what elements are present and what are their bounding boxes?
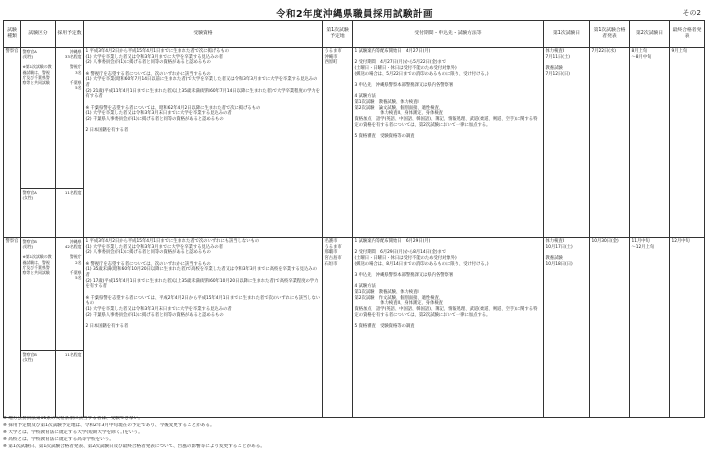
page-number: その2: [682, 9, 701, 17]
cell-saishu-happyo: 12月中旬: [670, 238, 705, 418]
cell-basho: うるま市 沖縄市 西原町: [323, 48, 353, 238]
cell-shikaku: 1 平成3年4月2日から平成15年4月1日までに生まれた者で次のいずれにも該当しないもの (1) 大学を卒業した者又は令和3年3月までに大学を卒業する見込みの者 (2) 人事委員会が(1)に掲げる者と同等の資格があると認めるもの ※ 警視庁を志望する者については、次のいずれかに該当するもの (1) 35歳未満(昭和60年10月20日以降に生まれた者)で高校を卒業した者又は令和3年3月までに高校を卒業する見込みの者 (2) 17歳(平成15年4月1日までに生まれた者)以上35歳未満(昭和60年10月20日以降に生まれた者)で高校卒業程度の学力を有する者 ※ 千葉県警を志望する者については、平成2年4月2日から平成15年4月1日までに生まれた者で次のいずれにも該当しないもの (1) 大学を卒業した者又は令和3年3月末日までに大学を卒業する見込みの者 (2) 千葉県人事委員会が(1)に掲げる者と同等の資格があると認めるもの 2 日本国籍を有する者: [84, 238, 323, 418]
footnote: ※ 採用予定数及び第1次試験予定地は、令和2年3月中旬現在の予定であり、今後変更することがある。: [3, 422, 215, 428]
cell-dai2ji-bi: 11月中旬 ～12月上旬: [630, 238, 670, 418]
cell-kubun: [21, 48, 56, 238]
kubun-male: 警察官B (男性) ※第1次試験の教養試験は、警視庁及び千葉県警察等と共同試験: [22, 239, 52, 275]
header-dai1ji-bi: 第1次試験日: [544, 21, 590, 48]
footnote: ※ 第1次試験日、第1次試験合格者発表、第2次試験日及び最終合格者発表について、台風の影響等により変更することがある。: [3, 443, 265, 449]
cell-basho: 名護市 うるま市 那覇市 宮古島市 石垣市: [323, 238, 353, 418]
cell-yotei: [56, 238, 84, 418]
cell-type: 警察官: [4, 238, 21, 418]
exam-plan-table: [3, 20, 705, 418]
header-row: [4, 21, 705, 48]
footnote: ※ 高校とは、学校教育法に規定する高等学校をいう。: [3, 436, 114, 442]
kubun-female: 警察官A (女性): [21, 188, 55, 201]
header-jukenshikaku: 受験資格: [84, 21, 323, 48]
cell-dai1ji-bi: 体力検査I 7月11日(土) 教養試験 7月12日(日): [544, 48, 590, 238]
cell-yotei: [56, 48, 84, 238]
cell-shikaku: 1 平成3年4月2日から平成15年4月1日までに生まれた者で次に掲げるもの (1) 大学を卒業した者又は令和3年3月までに大学を卒業する見込みの者 (2) 人事委員会が(1)に掲げる者と同等の資格があると認めるもの ※ 警視庁を志望する者については、次のいずれかに該当するもの (1) 大学を卒業(昭和60年7月14日以前に生まれた者)で大学を卒業した者又は令和3年3月までに大学を卒業する見込みの者 (2) 21歳(平成11年4月1日までに生まれた者)以上35歳未満(昭和60年7月14日以降に生まれた者)で大学卒業程度の学力を有する者 ※ 千葉県警を志望する者については、昭和62年4月2日以降に生まれた者で次に掲げるもの (1) 大学を卒業した者又は令和3年3月末日までに大学を卒業する見込みの者 (2) 千葉県人事委員会が(1)に掲げる者と同等の資格があると認めるもの 2 日本国籍を有する者: [84, 48, 323, 238]
cell-kubun: [21, 238, 56, 418]
yotei-male: 沖縄県 33名程度 警視庁 3名 千葉県 5名: [64, 49, 82, 91]
document-title: 令和2年度沖縄県職員採用試験計画: [275, 9, 434, 20]
yotei-female: 11名程度: [56, 188, 83, 196]
footnotes: [3, 416, 704, 450]
header-uketsuke: 受付期間・申込先・試験方法等: [353, 21, 544, 48]
table-row: [4, 238, 705, 418]
cell-dai1ji-happyo: 10月30日(金): [590, 238, 630, 418]
header-shiken-kubun: 試験区分: [21, 21, 56, 48]
cell-uketsuke: 1 試験案内等配布開始日 6月29日(月) 2 受付期間 6月29日(月)から8月14日(金)まで (土曜日・日曜日・休日は受付不能のため受付対象外) (郵送の場合は、8月14日までの消印のあるものに限り、受け付ける。) 3 申込先 沖縄県警察本部警務課又は県内各警察署 4 試験方法 第1次試験 教養試験、体力検査I 第2次試験 作文試験、個別面接、適性検査、 体力検査II、身体測定、身体検査 資格加点 語学(英語、中国語、韓国語)、簿記、情報処理、武道(柔道、剣道、空手)に関する特定の資格を有する者については、第2次試験において一律に加点する。 5 資格審査 受験資格等の調査: [353, 238, 544, 418]
cell-dai2ji-bi: 8月上旬 ～8月中旬: [630, 48, 670, 238]
header-saishu-happyo: 最終合格者発表: [670, 21, 705, 48]
footnote: ※ 地方公務員法第16条の欠格条項に該当する者は、受験できない。: [3, 416, 143, 421]
header-saiyo-yotei: 採用予定数: [56, 21, 84, 48]
header-shiken-shubetsu: 試験種類: [4, 21, 21, 48]
kubun-female: 警察官B (女性): [21, 350, 55, 363]
cell-dai1ji-bi: 体力検査I 10月17日(土) 教養試験 10月18日(日): [544, 238, 590, 418]
header-shiken-basho: 第1次試験予定地: [323, 21, 353, 48]
cell-saishu-happyo: 9月上旬: [670, 48, 705, 238]
table-row: [4, 48, 705, 238]
header-dai2ji-bi: 第2次試験日: [630, 21, 670, 48]
header-dai1ji-happyo: 第1次試験合格者発表: [590, 21, 630, 48]
yotei-female: 11名程度: [56, 350, 83, 358]
cell-type: 警察官: [4, 48, 21, 238]
cell-uketsuke: 1 試験案内等配布開始日 4月27日(月) 2 受付期間 4月27日(月)から5月22日(金)まで (土曜日・日曜日・休日は受付不能のため受付対象外) (郵送の場合は、5月22日までの消印のあるものに限り、受け付ける。) 3 申込先 沖縄県警察本部警務課又は県内各警察署 4 試験方法 第1次試験 教養試験、体力検査I 第2次試験 論文試験、個別面接、適性検査、 体力検査II、身体測定、身体検査 資格加点 語学(英語、中国語、韓国語)、簿記、情報処理、武道(柔道、剣道、空手)に関する特定の資格を有する者については、第2次試験において一律に加点する。 5 資格審査 受験資格等の調査: [353, 48, 544, 238]
yotei-male: 沖縄県 42名程度 警視庁 2名 千葉県 5名: [64, 239, 82, 281]
footnote: ※ 大学とは、学校教育法に規定する大学(短期大学を除く。)をいう。: [3, 429, 143, 435]
cell-dai1ji-happyo: 7月22日(水): [590, 48, 630, 238]
kubun-male: 警察官A (男性) ※第1次試験の教養試験は、警視庁及び千葉県警察等と共同試験: [22, 49, 52, 85]
